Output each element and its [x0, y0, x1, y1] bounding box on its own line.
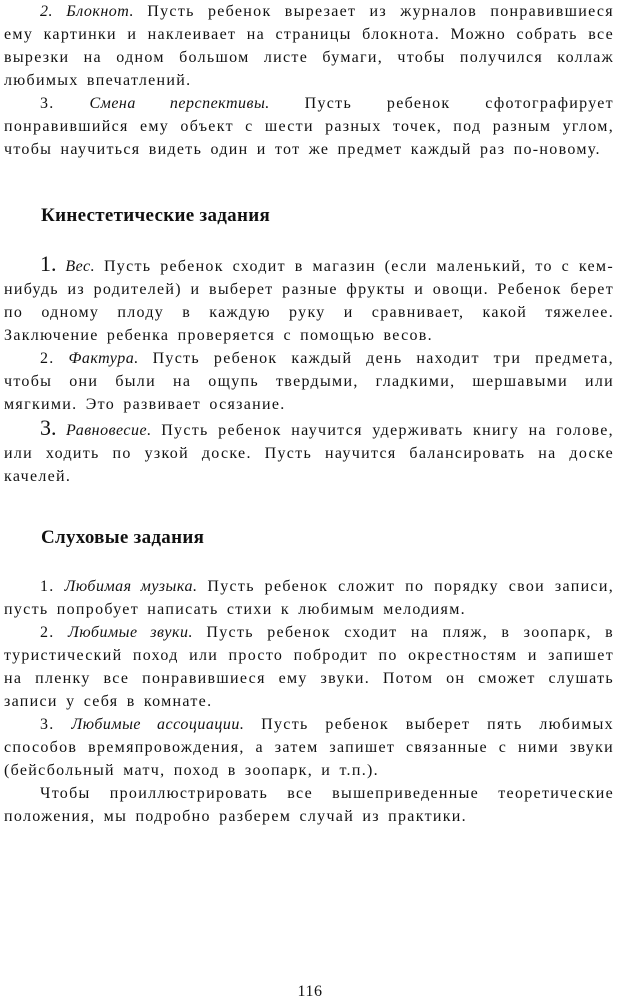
item-text: Пусть ребенок каждый день находит три предмета, чтобы они были на ощупь твердыми, гладкими, шершавыми или мягкими. Это развивает осязание. [4, 350, 614, 413]
item-term: Любимая музыка. [64, 578, 198, 595]
paragraph-favorite-music [0, 575, 614, 621]
kinesthetic-tasks [0, 252, 614, 488]
item-text: Пусть ребенок сложит по порядку свои записи, пусть попробует написать стихи к любимым мелодиям. [4, 578, 614, 618]
item-number: 2. [40, 350, 55, 367]
item-term: Смена перспективы. [89, 95, 270, 112]
item-number: 2. [40, 624, 55, 641]
item-term: Фактура. [68, 350, 139, 367]
item-number: 1. [40, 251, 57, 276]
paragraph-closing: Чтобы проиллюстрировать все вышеприведенные теоретические положения, мы подробно разберем случай из практики. [4, 785, 614, 825]
paragraph-favorite-associations [0, 713, 614, 782]
item-number: 3. [40, 415, 57, 440]
auditory-tasks [0, 575, 614, 828]
item-term: Любимые звуки. [68, 624, 193, 641]
paragraph-perspective [0, 92, 614, 161]
item-number: 3. [40, 95, 55, 112]
visual-tasks-continued [0, 0, 614, 161]
paragraph-favorite-sounds [0, 621, 614, 713]
section-heading-kinesthetic: Кинестетические задания [41, 205, 271, 226]
item-text: Пусть ребенок выберет пять любимых способов времяпровождения, а затем запишет связанные с ними звуки (бейсбольный матч, поход в зоопарк, и т.п.). [4, 716, 614, 779]
item-term: Блокнот. [66, 3, 135, 20]
paragraph-weight [0, 252, 614, 347]
item-term: Равновесие. [66, 422, 152, 439]
item-number: 1. [40, 578, 55, 595]
paragraph-balance [0, 416, 614, 488]
item-term: Любимые ассоциации. [71, 716, 245, 733]
item-term: Вес. [65, 258, 96, 275]
item-text: Пусть ребенок сходит в магазин (если маленький, то с кем-нибудь из родителей) и выберет разные фрукты и овощи. Ребенок берет по одному плоду в каждую руку и сравнивает, какой тяжелее. Заключение ребенка проверяется с помощью весов. [4, 258, 614, 344]
item-text: Пусть ребенок сфотографирует понравившийся ему объект с шести разных точек, под разным углом, чтобы научиться видеть один и тот же предмет каждый раз по-новому. [4, 95, 614, 158]
item-number: 3. [40, 716, 55, 733]
item-text: Пусть ребенок научится удерживать книгу на голове, или ходить по узкой доске. Пусть научится балансировать на доске качелей. [4, 422, 614, 485]
item-number: 2. [40, 3, 53, 20]
paragraph-texture [0, 347, 614, 416]
paragraph-notebook [0, 0, 614, 92]
page-number: 116 [297, 983, 323, 1000]
item-text: Пусть ребенок вырезает из журналов понравившиеся ему картинки и наклеивает на страницы блокнота. Можно собрать все вырезки на одном большом листе бумаги, чтобы получился коллаж любимых впечатлений. [4, 3, 614, 89]
section-heading-auditory: Слуховые задания [41, 527, 205, 548]
item-text: Пусть ребенок сходит на пляж, в зоопарк, в туристический поход или просто побродит по окрестностям и запишет на пленку все понравившиеся ему звуки. Потом он сможет слушать записи у себя в комнате. [4, 624, 615, 710]
